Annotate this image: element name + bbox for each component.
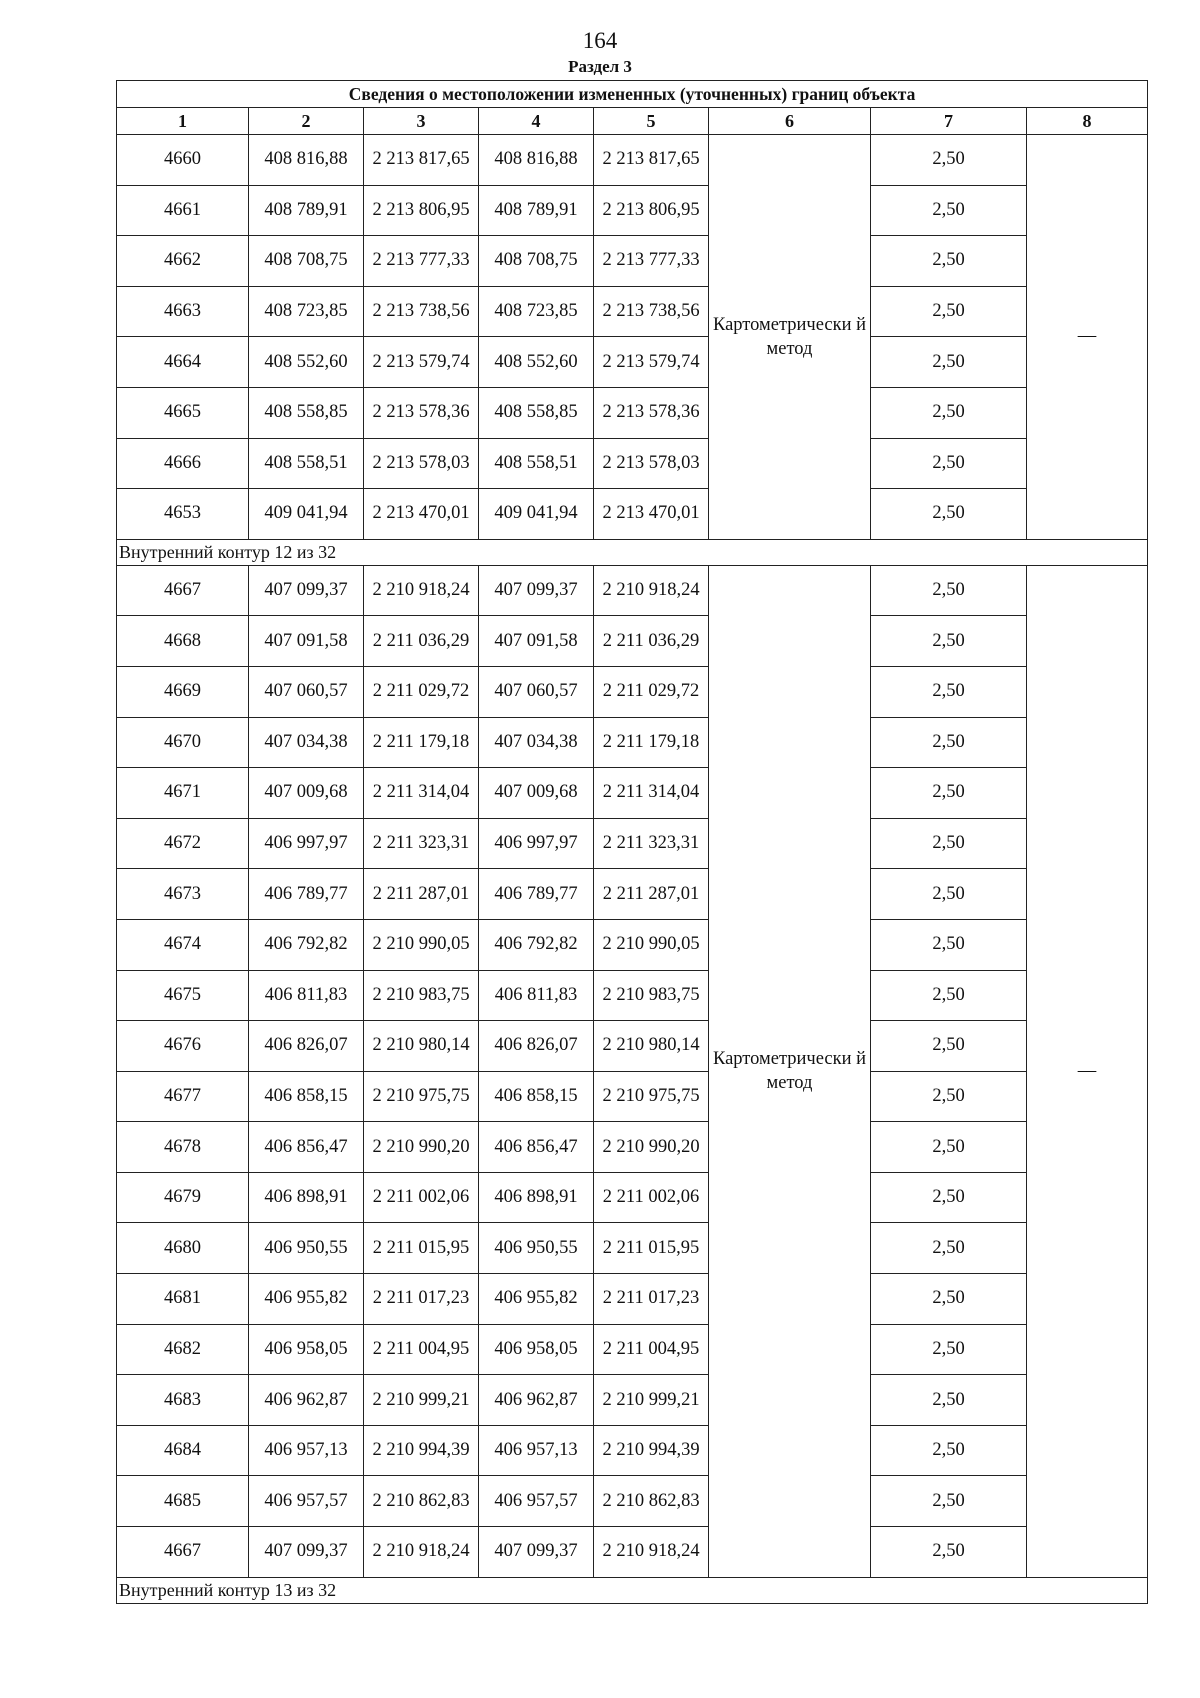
x-old-cell: 406 792,82 [249, 919, 364, 970]
point-number-cell: 4667 [117, 1527, 249, 1578]
accuracy-cell: 2,50 [871, 565, 1027, 616]
point-number-cell: 4675 [117, 970, 249, 1021]
accuracy-cell: 2,50 [871, 438, 1027, 489]
x-old-cell: 408 723,85 [249, 286, 364, 337]
x-old-cell: 407 091,58 [249, 616, 364, 667]
table-row [117, 717, 1148, 768]
x-old-cell: 406 955,82 [249, 1274, 364, 1325]
x-old-cell: 406 789,77 [249, 869, 364, 920]
y-old-cell: 2 213 578,36 [364, 387, 479, 438]
x-old-cell: 406 898,91 [249, 1172, 364, 1223]
table-row [117, 236, 1148, 287]
accuracy-cell: 2,50 [871, 616, 1027, 667]
method-cell: Картометрически й метод [709, 565, 871, 1577]
y-new-cell: 2 213 470,01 [594, 489, 709, 540]
table-row [117, 818, 1148, 869]
column-8-cell: — [1027, 135, 1148, 540]
x-old-cell: 406 962,87 [249, 1375, 364, 1426]
x-old-cell: 408 816,88 [249, 135, 364, 186]
contour-label: Внутренний контур 12 из 32 [117, 539, 1148, 565]
point-number-cell: 4663 [117, 286, 249, 337]
y-old-cell: 2 213 470,01 [364, 489, 479, 540]
y-old-cell: 2 213 738,56 [364, 286, 479, 337]
point-number-cell: 4674 [117, 919, 249, 970]
point-number-cell: 4684 [117, 1425, 249, 1476]
x-old-cell: 407 009,68 [249, 768, 364, 819]
point-number-cell: 4677 [117, 1071, 249, 1122]
column-header: 1 [117, 108, 249, 135]
column-header: 2 [249, 108, 364, 135]
y-old-cell: 2 211 179,18 [364, 717, 479, 768]
point-number-cell: 4673 [117, 869, 249, 920]
x-new-cell: 406 826,07 [479, 1021, 594, 1072]
x-old-cell: 408 552,60 [249, 337, 364, 388]
y-old-cell: 2 210 918,24 [364, 565, 479, 616]
point-number-cell: 4680 [117, 1223, 249, 1274]
accuracy-cell: 2,50 [871, 387, 1027, 438]
y-old-cell: 2 211 029,72 [364, 666, 479, 717]
x-new-cell: 406 958,05 [479, 1324, 594, 1375]
table-row [117, 616, 1148, 667]
x-new-cell: 407 060,57 [479, 666, 594, 717]
column-header: 3 [364, 108, 479, 135]
y-old-cell: 2 213 579,74 [364, 337, 479, 388]
point-number-cell: 4671 [117, 768, 249, 819]
x-new-cell: 407 009,68 [479, 768, 594, 819]
y-old-cell: 2 213 806,95 [364, 185, 479, 236]
accuracy-cell: 2,50 [871, 970, 1027, 1021]
table-body [117, 81, 1148, 1604]
y-old-cell: 2 210 999,21 [364, 1375, 479, 1426]
table-row [117, 1071, 1148, 1122]
y-new-cell: 2 213 578,36 [594, 387, 709, 438]
table-row [117, 1425, 1148, 1476]
x-old-cell: 408 789,91 [249, 185, 364, 236]
table-row [117, 1223, 1148, 1274]
table-row [117, 1021, 1148, 1072]
y-old-cell: 2 211 287,01 [364, 869, 479, 920]
y-old-cell: 2 210 990,20 [364, 1122, 479, 1173]
table-caption-row [117, 81, 1148, 108]
y-new-cell: 2 211 004,95 [594, 1324, 709, 1375]
table-row [117, 489, 1148, 540]
accuracy-cell: 2,50 [871, 1476, 1027, 1527]
accuracy-cell: 2,50 [871, 1375, 1027, 1426]
y-old-cell: 2 210 990,05 [364, 919, 479, 970]
x-new-cell: 406 789,77 [479, 869, 594, 920]
accuracy-cell: 2,50 [871, 1527, 1027, 1578]
accuracy-cell: 2,50 [871, 1172, 1027, 1223]
y-old-cell: 2 210 862,83 [364, 1476, 479, 1527]
y-old-cell: 2 211 323,31 [364, 818, 479, 869]
x-new-cell: 407 034,38 [479, 717, 594, 768]
point-number-cell: 4653 [117, 489, 249, 540]
y-new-cell: 2 213 817,65 [594, 135, 709, 186]
y-new-cell: 2 211 029,72 [594, 666, 709, 717]
x-new-cell: 406 811,83 [479, 970, 594, 1021]
accuracy-cell: 2,50 [871, 919, 1027, 970]
x-new-cell: 407 099,37 [479, 565, 594, 616]
x-old-cell: 407 034,38 [249, 717, 364, 768]
coordinates-table [116, 80, 1148, 1604]
x-new-cell: 407 099,37 [479, 1527, 594, 1578]
table-row [117, 286, 1148, 337]
y-old-cell: 2 210 980,14 [364, 1021, 479, 1072]
point-number-cell: 4665 [117, 387, 249, 438]
x-new-cell: 406 957,13 [479, 1425, 594, 1476]
point-number-cell: 4670 [117, 717, 249, 768]
table-row [117, 768, 1148, 819]
point-number-cell: 4676 [117, 1021, 249, 1072]
y-new-cell: 2 213 777,33 [594, 236, 709, 287]
accuracy-cell: 2,50 [871, 768, 1027, 819]
point-number-cell: 4672 [117, 818, 249, 869]
y-new-cell: 2 211 015,95 [594, 1223, 709, 1274]
y-old-cell: 2 211 017,23 [364, 1274, 479, 1325]
table-row [117, 1274, 1148, 1325]
accuracy-cell: 2,50 [871, 286, 1027, 337]
column-header: 5 [594, 108, 709, 135]
point-number-cell: 4683 [117, 1375, 249, 1426]
x-new-cell: 406 858,15 [479, 1071, 594, 1122]
accuracy-cell: 2,50 [871, 337, 1027, 388]
point-number-cell: 4661 [117, 185, 249, 236]
x-new-cell: 408 552,60 [479, 337, 594, 388]
x-old-cell: 406 950,55 [249, 1223, 364, 1274]
point-number-cell: 4667 [117, 565, 249, 616]
point-number-cell: 4662 [117, 236, 249, 287]
y-new-cell: 2 211 314,04 [594, 768, 709, 819]
table-row [117, 666, 1148, 717]
point-number-cell: 4681 [117, 1274, 249, 1325]
x-new-cell: 408 816,88 [479, 135, 594, 186]
column-header: 8 [1027, 108, 1148, 135]
y-new-cell: 2 213 578,03 [594, 438, 709, 489]
y-new-cell: 2 211 036,29 [594, 616, 709, 667]
y-new-cell: 2 210 994,39 [594, 1425, 709, 1476]
y-new-cell: 2 210 990,20 [594, 1122, 709, 1173]
y-old-cell: 2 210 975,75 [364, 1071, 479, 1122]
contour-row [117, 539, 1148, 565]
table-row [117, 337, 1148, 388]
x-old-cell: 406 858,15 [249, 1071, 364, 1122]
y-old-cell: 2 210 994,39 [364, 1425, 479, 1476]
y-old-cell: 2 211 314,04 [364, 768, 479, 819]
x-new-cell: 408 558,51 [479, 438, 594, 489]
accuracy-cell: 2,50 [871, 1274, 1027, 1325]
y-new-cell: 2 210 862,83 [594, 1476, 709, 1527]
x-new-cell: 406 792,82 [479, 919, 594, 970]
column-header: 6 [709, 108, 871, 135]
column-header: 4 [479, 108, 594, 135]
table-row [117, 869, 1148, 920]
y-new-cell: 2 210 918,24 [594, 565, 709, 616]
x-new-cell: 406 898,91 [479, 1172, 594, 1223]
accuracy-cell: 2,50 [871, 1021, 1027, 1072]
accuracy-cell: 2,50 [871, 717, 1027, 768]
accuracy-cell: 2,50 [871, 236, 1027, 287]
y-old-cell: 2 211 036,29 [364, 616, 479, 667]
x-old-cell: 409 041,94 [249, 489, 364, 540]
table-row [117, 185, 1148, 236]
y-new-cell: 2 211 287,01 [594, 869, 709, 920]
y-new-cell: 2 211 323,31 [594, 818, 709, 869]
point-number-cell: 4678 [117, 1122, 249, 1173]
x-new-cell: 408 789,91 [479, 185, 594, 236]
point-number-cell: 4660 [117, 135, 249, 186]
table-row [117, 135, 1148, 186]
x-new-cell: 406 950,55 [479, 1223, 594, 1274]
x-new-cell: 406 955,82 [479, 1274, 594, 1325]
accuracy-cell: 2,50 [871, 666, 1027, 717]
y-old-cell: 2 213 777,33 [364, 236, 479, 287]
x-new-cell: 406 997,97 [479, 818, 594, 869]
table-row [117, 387, 1148, 438]
y-new-cell: 2 210 999,21 [594, 1375, 709, 1426]
column-header-row [117, 108, 1148, 135]
x-new-cell: 408 558,85 [479, 387, 594, 438]
y-old-cell: 2 213 578,03 [364, 438, 479, 489]
table-row [117, 919, 1148, 970]
table-row [117, 1172, 1148, 1223]
x-old-cell: 408 708,75 [249, 236, 364, 287]
x-old-cell: 406 957,57 [249, 1476, 364, 1527]
x-old-cell: 408 558,51 [249, 438, 364, 489]
y-new-cell: 2 210 975,75 [594, 1071, 709, 1122]
x-new-cell: 409 041,94 [479, 489, 594, 540]
x-old-cell: 407 099,37 [249, 565, 364, 616]
accuracy-cell: 2,50 [871, 1071, 1027, 1122]
x-old-cell: 406 826,07 [249, 1021, 364, 1072]
column-8-cell: — [1027, 565, 1148, 1577]
point-number-cell: 4666 [117, 438, 249, 489]
column-header: 7 [871, 108, 1027, 135]
accuracy-cell: 2,50 [871, 1425, 1027, 1476]
y-new-cell: 2 210 983,75 [594, 970, 709, 1021]
table-row [117, 438, 1148, 489]
x-new-cell: 406 957,57 [479, 1476, 594, 1527]
y-new-cell: 2 213 806,95 [594, 185, 709, 236]
accuracy-cell: 2,50 [871, 489, 1027, 540]
x-old-cell: 406 856,47 [249, 1122, 364, 1173]
y-new-cell: 2 211 002,06 [594, 1172, 709, 1223]
x-new-cell: 408 708,75 [479, 236, 594, 287]
x-old-cell: 406 811,83 [249, 970, 364, 1021]
method-cell: Картометрически й метод [709, 135, 871, 540]
contour-label: Внутренний контур 13 из 32 [117, 1577, 1148, 1603]
accuracy-cell: 2,50 [871, 818, 1027, 869]
y-old-cell: 2 210 918,24 [364, 1527, 479, 1578]
accuracy-cell: 2,50 [871, 1122, 1027, 1173]
y-old-cell: 2 211 015,95 [364, 1223, 479, 1274]
y-old-cell: 2 211 004,95 [364, 1324, 479, 1375]
y-new-cell: 2 213 579,74 [594, 337, 709, 388]
x-new-cell: 406 856,47 [479, 1122, 594, 1173]
x-old-cell: 406 958,05 [249, 1324, 364, 1375]
x-new-cell: 406 962,87 [479, 1375, 594, 1426]
x-old-cell: 408 558,85 [249, 387, 364, 438]
table-row [117, 565, 1148, 616]
point-number-cell: 4682 [117, 1324, 249, 1375]
table-row [117, 1527, 1148, 1578]
point-number-cell: 4669 [117, 666, 249, 717]
table-row [117, 1476, 1148, 1527]
accuracy-cell: 2,50 [871, 869, 1027, 920]
y-new-cell: 2 211 179,18 [594, 717, 709, 768]
accuracy-cell: 2,50 [871, 185, 1027, 236]
y-old-cell: 2 213 817,65 [364, 135, 479, 186]
point-number-cell: 4685 [117, 1476, 249, 1527]
contour-row [117, 1577, 1148, 1603]
accuracy-cell: 2,50 [871, 1223, 1027, 1274]
y-new-cell: 2 210 980,14 [594, 1021, 709, 1072]
y-old-cell: 2 210 983,75 [364, 970, 479, 1021]
section-title: Раздел 3 [568, 57, 632, 76]
point-number-cell: 4679 [117, 1172, 249, 1223]
x-new-cell: 407 091,58 [479, 616, 594, 667]
y-new-cell: 2 213 738,56 [594, 286, 709, 337]
x-old-cell: 407 060,57 [249, 666, 364, 717]
x-old-cell: 407 099,37 [249, 1527, 364, 1578]
table-row [117, 1122, 1148, 1173]
table-row [117, 1375, 1148, 1426]
y-old-cell: 2 211 002,06 [364, 1172, 479, 1223]
y-new-cell: 2 210 918,24 [594, 1527, 709, 1578]
y-new-cell: 2 210 990,05 [594, 919, 709, 970]
table-row [117, 970, 1148, 1021]
y-new-cell: 2 211 017,23 [594, 1274, 709, 1325]
x-old-cell: 406 997,97 [249, 818, 364, 869]
accuracy-cell: 2,50 [871, 1324, 1027, 1375]
table-caption: Сведения о местоположении измененных (уточненных) границ объекта [117, 81, 1148, 108]
point-number-cell: 4668 [117, 616, 249, 667]
accuracy-cell: 2,50 [871, 135, 1027, 186]
x-old-cell: 406 957,13 [249, 1425, 364, 1476]
page-number: 164 [582, 28, 618, 53]
point-number-cell: 4664 [117, 337, 249, 388]
x-new-cell: 408 723,85 [479, 286, 594, 337]
table-row [117, 1324, 1148, 1375]
